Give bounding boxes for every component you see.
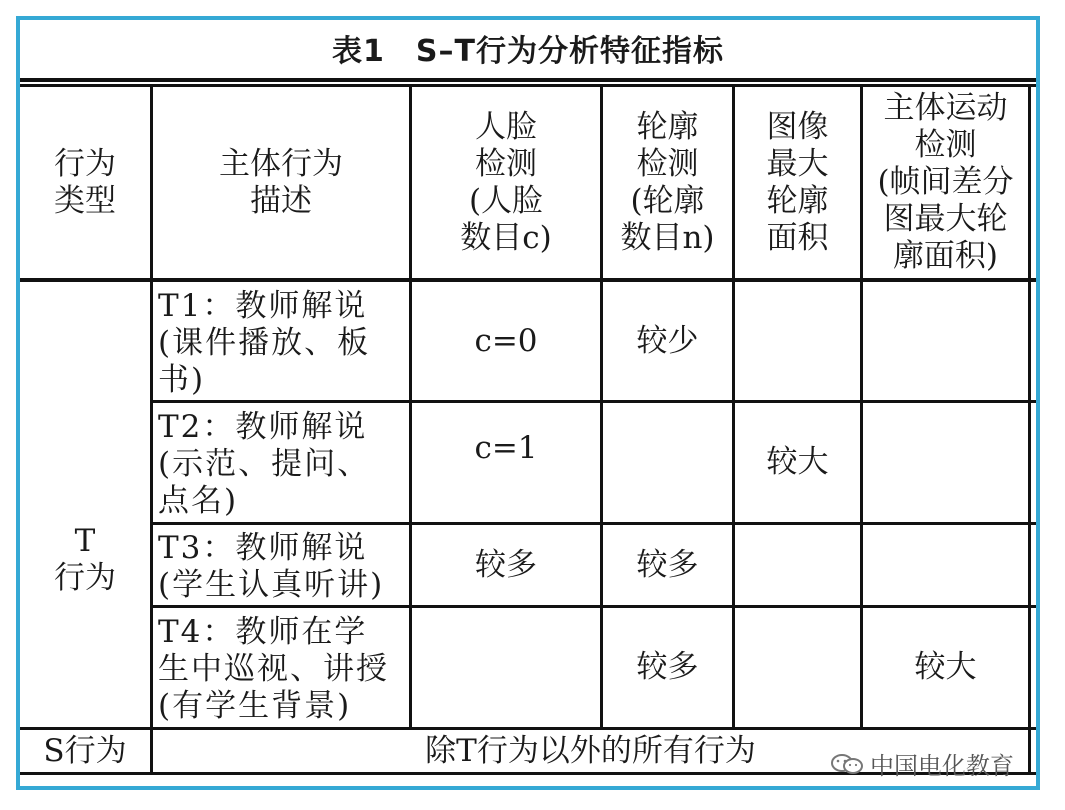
t-behavior-label: T 行为 [54,522,116,596]
row2-contour [603,403,732,522]
row1-motion [863,282,1028,400]
s-behavior-desc: 除T行为以外的所有行为 [425,732,756,769]
wechat-icon [830,753,864,775]
row3-face: 较多 [475,546,537,583]
row3-area [735,525,860,605]
row3-contour: 较多 [636,546,699,583]
row1-contour: 较少 [636,322,699,359]
row2-face: c=1 [474,429,538,466]
row1-face: c=0 [474,322,538,359]
row2-area: 较大 [766,444,829,480]
table-title: 表1 S–T行为分析特征指标 [332,34,724,69]
row3-desc: T3：教师解说 (学生认真听讲) [158,530,385,603]
watermark-text: 中国电化教育 [870,752,1014,780]
header-face: 人脸 检测 (人脸 数目c) [460,108,552,256]
row4-desc: T4：教师在学 生中巡视、讲授 (有学生背景) [158,614,389,724]
feature-table [20,20,1036,786]
rule-col6 [1028,84,1031,775]
s-behavior-label: S行为 [43,732,127,769]
row2-motion [863,403,1028,522]
row3-motion [863,525,1028,605]
table-frame [16,16,1040,790]
row4-motion: 较大 [914,649,977,685]
row1-desc: T1：教师解说 (课件播放、板 书) [158,288,371,398]
header-area: 图像 最大 轮廓 面积 [766,108,829,256]
row4-face [412,608,600,727]
header-motion: 主体运动 检测 (帧间差分 图最大轮 廓面积) [877,90,1014,274]
watermark [830,746,1014,781]
row1-area [735,282,860,400]
rule-title-bottom [20,78,1036,82]
header-contour: 轮廓 检测 (轮廓 数目n) [620,108,715,256]
row4-area [735,608,860,727]
header-type: 行为 类型 [54,145,116,219]
row4-contour: 较多 [636,649,699,685]
header-desc: 主体行为 描述 [219,145,343,219]
row2-desc: T2：教师解说 (示范、提问、 点名) [158,409,371,519]
